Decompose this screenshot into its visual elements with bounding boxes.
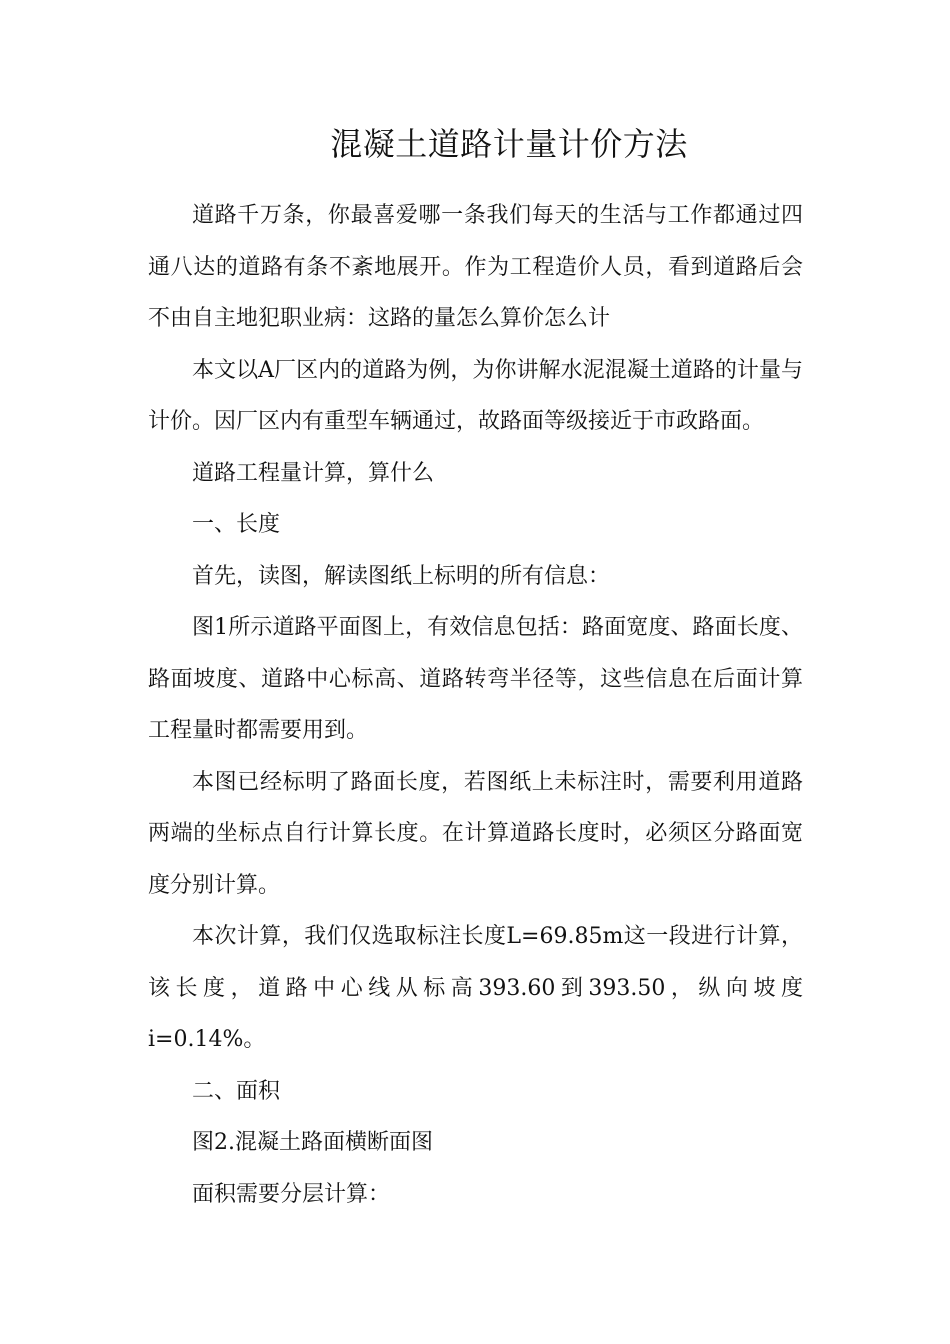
paragraph-intro: 道路千万条，你最喜爱哪一条我们每天的生活与工作都通过四通八达的道路有条不紊地展开。作为工程造价人员，看到道路后会不由自主地犯职业病：这路的量怎么算价怎么计	[148, 203, 803, 331]
paragraph-figure-1: 图1所示道路平面图上，有效信息包括：路面宽度、路面长度、路面坡度、道路中心标高、道路转弯半径等，这些信息在后面计算工程量时都需要用到。	[148, 615, 803, 743]
figure-caption-2: 图2.混凝土路面横断面图	[192, 1130, 433, 1155]
paragraph-calculation: 本次计算，我们仅选取标注长度L=69.85m这一段进行计算，该长度，道路中心线从标高393.60到393.50，纵向坡度i=0.14%。	[148, 924, 803, 1052]
document-title: 混凝土道路计量计价方法	[330, 125, 688, 163]
paragraph-length-note: 本图已经标明了路面长度，若图纸上未标注时，需要利用道路两端的坐标点自行计算长度。在计算道路长度时，必须区分路面宽度分别计算。	[148, 769, 803, 898]
document-body	[148, 190, 803, 1220]
paragraph-example: 本文以A厂区内的道路为例，为你讲解水泥混凝土道路的计量与计价。因厂区内有重型车辆通过，故路面等级接近于市政路面。	[148, 357, 803, 434]
paragraph-read-drawing: 首先，读图，解读图纸上标明的所有信息：	[192, 563, 611, 589]
section-heading-length: 一、长度	[192, 512, 281, 537]
section-heading-area: 二、面积	[192, 1078, 281, 1104]
paragraph-question: 道路工程量计算，算什么	[192, 460, 435, 486]
paragraph-area-layers: 面积需要分层计算：	[192, 1181, 391, 1207]
